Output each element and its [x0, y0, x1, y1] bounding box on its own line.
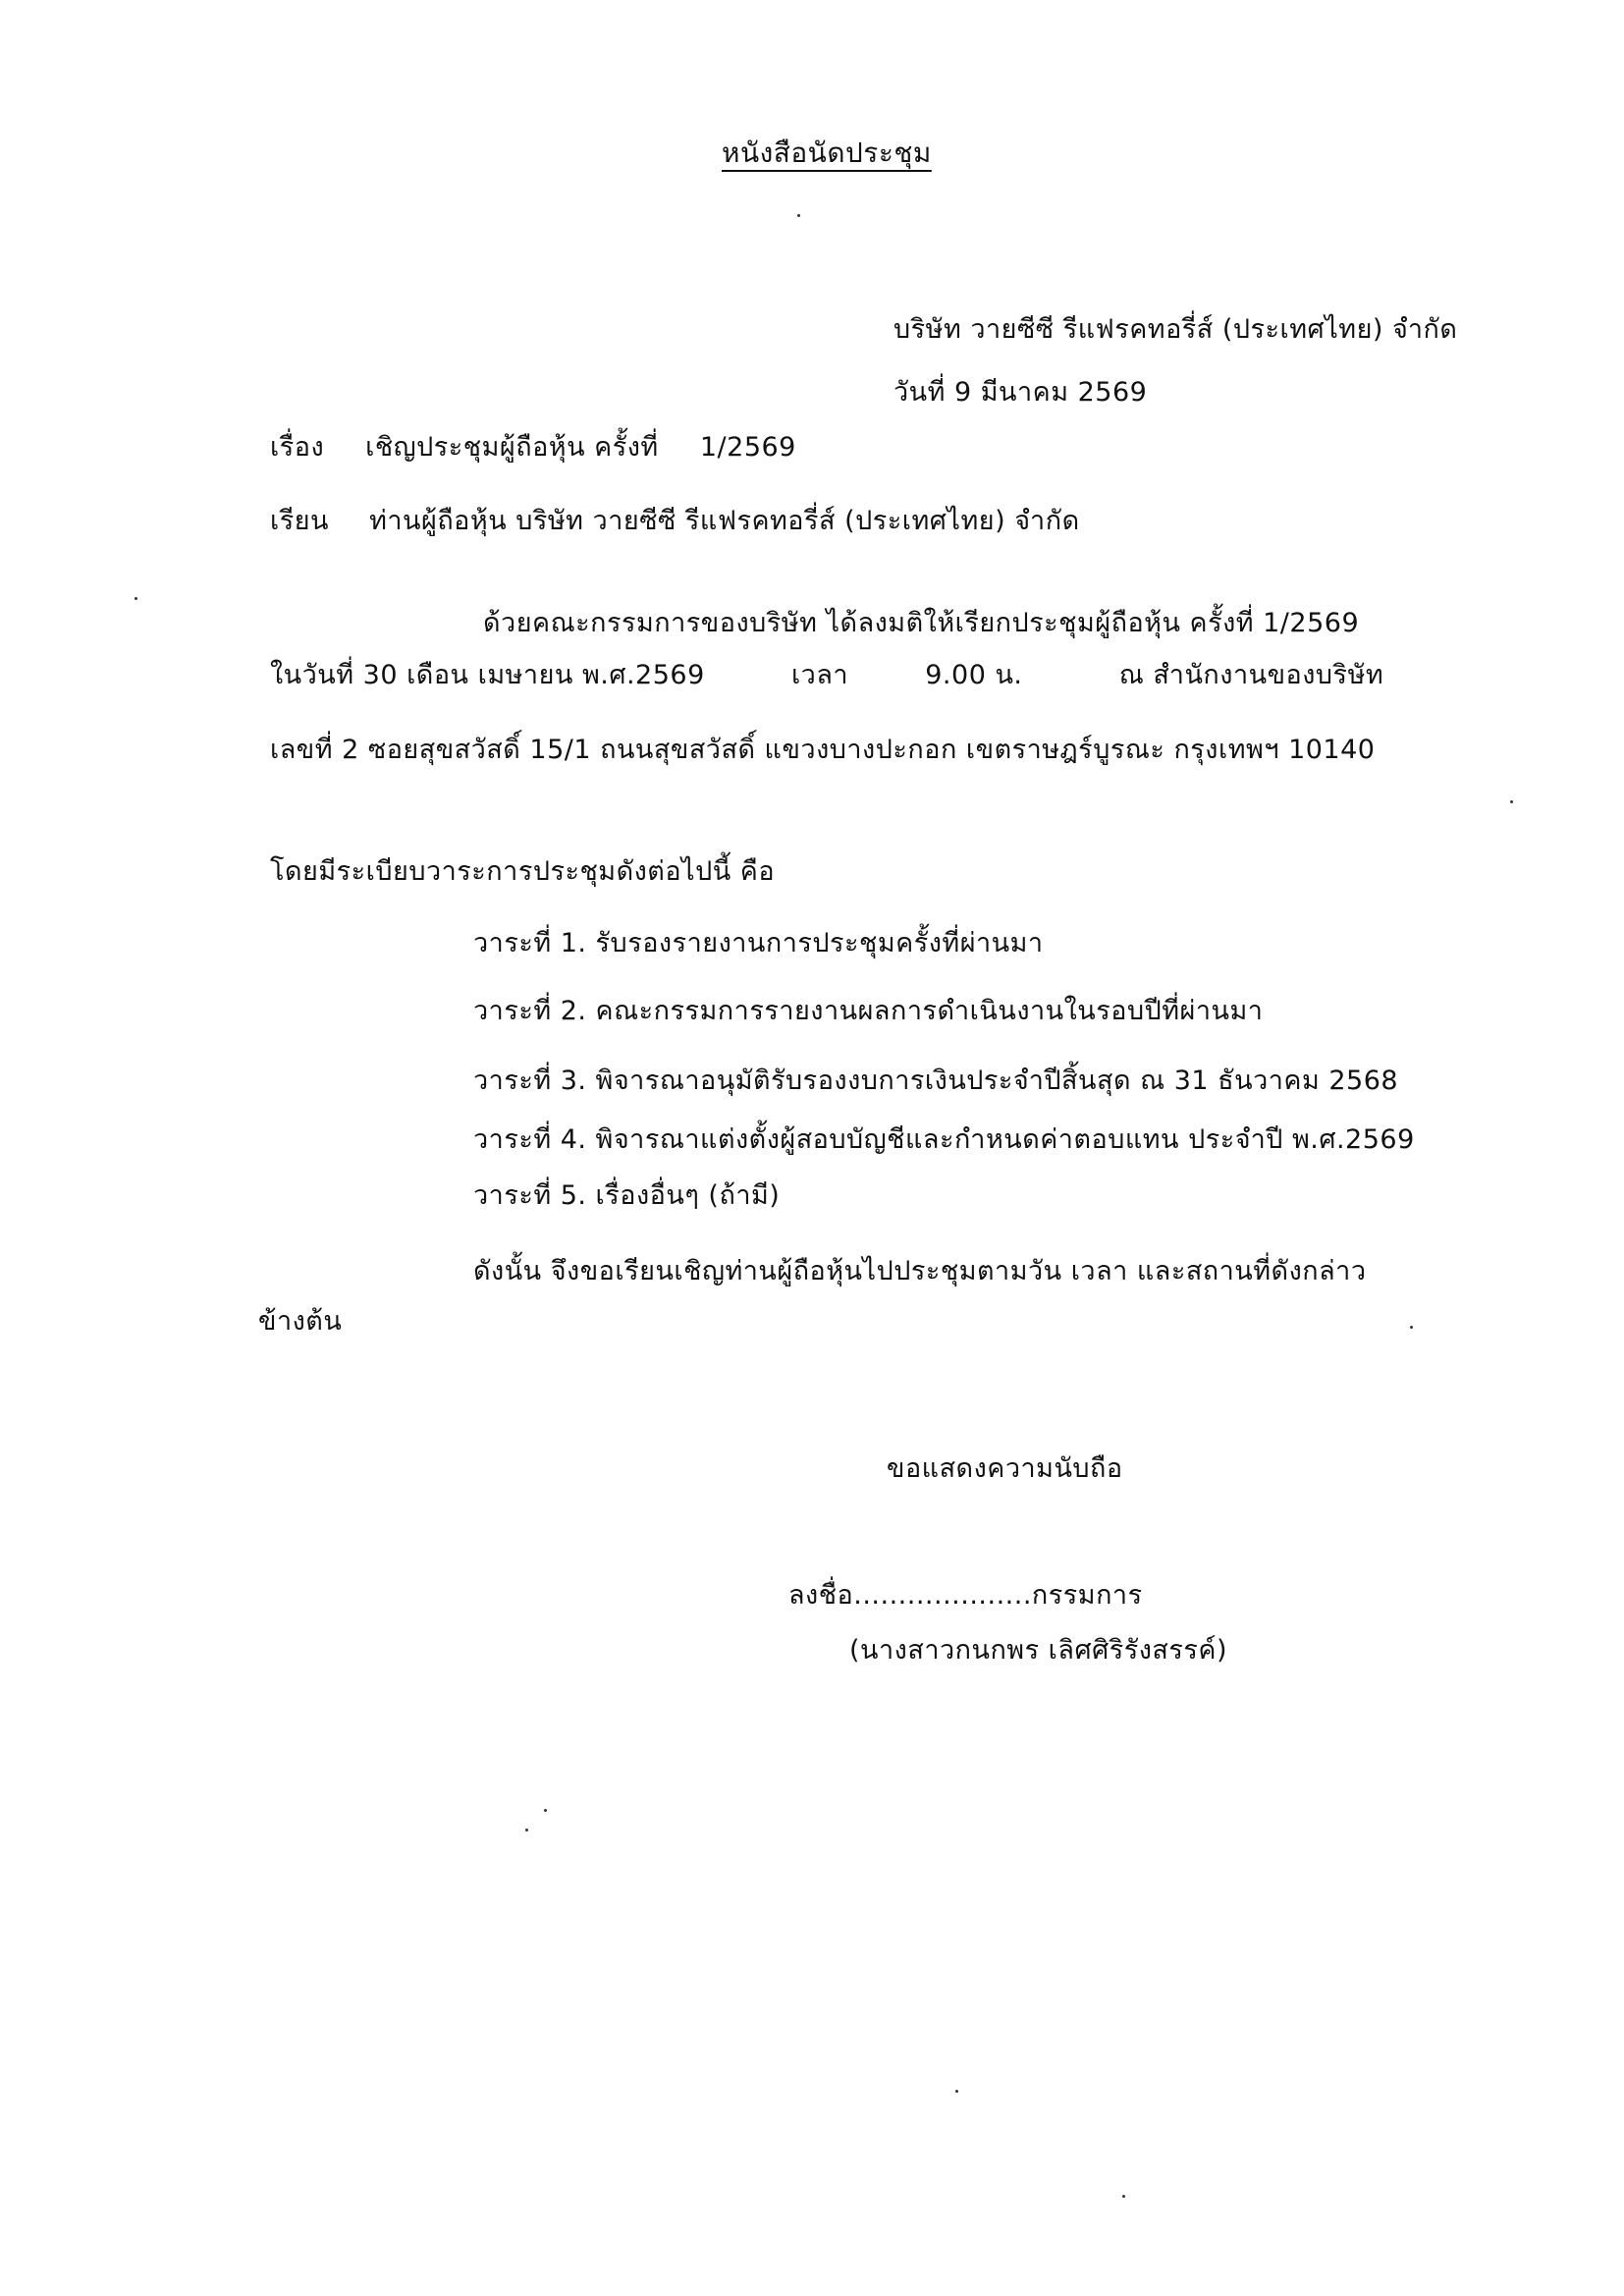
body-line-1: ด้วยคณะกรรมการของบริษัท ได้ลงมติให้เรียกประชุมผู้ถือหุ้น ครั้งที่ 1/2569	[483, 608, 1360, 638]
scan-speck	[544, 1809, 547, 1812]
scan-speck	[1510, 800, 1513, 803]
agenda-item-2: วาระที่ 2. คณะกรรมการรายงานผลการดำเนินงานในรอบปีที่ผ่านมา	[473, 996, 1264, 1026]
scan-speck	[955, 2090, 958, 2093]
subject-label: เรื่อง	[270, 432, 325, 463]
regards: ขอแสดงความนับถือ	[887, 1453, 1123, 1484]
agenda-item-4: วาระที่ 4. พิจารณาแต่งตั้งผู้สอบบัญชีและกำหนดค่าตอบแทน ประจำปี พ.ศ.2569	[473, 1124, 1415, 1155]
body-line-2	[270, 658, 1383, 693]
closing-line-1: ดังนั้น จึงขอเรียนเชิญท่านผู้ถือหุ้นไปประชุมตามวัน เวลา และสถานที่ดังกล่าว	[473, 1256, 1367, 1286]
signature-line: ลงชื่อ....................กรรมการ	[788, 1580, 1143, 1611]
body-line-3: เลขที่ 2 ซอยสุขสวัสดิ์ 15/1 ถนนสุขสวัสดิ์ แขวงบางปะกอก เขตราษฎร์บูรณะ กรุงเทพฯ 10140	[270, 735, 1376, 765]
scan-speck	[1122, 2195, 1125, 2198]
meeting-venue: ณ สำนักงานของบริษัท	[1118, 660, 1384, 690]
date-line: วันที่ 9 มีนาคม 2569	[893, 377, 1148, 408]
scan-speck	[797, 214, 800, 217]
agenda-item-5: วาระที่ 5. เรื่องอื่นๆ (ถ้ามี)	[473, 1180, 781, 1211]
to-line	[270, 504, 1080, 539]
to-text: ท่านผู้ถือหุ้น บริษัท วายซีซี รีแฟรคทอรี่ส์ (ประเทศไทย) จำกัด	[369, 506, 1080, 536]
agenda-item-3: วาระที่ 3. พิจารณาอนุมัติรับรองงบการเงินประจำปีสิ้นสุด ณ 31 ธันวาคม 2568	[473, 1066, 1399, 1096]
signer-name: (นางสาวกนกพร เลิศศิริรังสรรค์)	[849, 1635, 1227, 1666]
scan-speck	[135, 597, 137, 600]
to-label: เรียน	[270, 506, 330, 536]
scan-speck	[525, 1829, 528, 1831]
company-line: บริษัท วายซีซี รีแฟรคทอรี่ส์ (ประเทศไทย) จำกัด	[893, 314, 1458, 345]
closing-line-2: ข้างต้น	[258, 1306, 343, 1337]
meeting-time: 9.00 น.	[925, 660, 1023, 690]
agenda-item-1: วาระที่ 1. รับรองรายงานการประชุมครั้งที่ผ่านมา	[473, 928, 1044, 958]
subject-line	[270, 430, 796, 465]
meeting-time-label: เวลา	[790, 660, 849, 690]
scan-speck	[1410, 1326, 1413, 1329]
subject-text: เชิญประชุมผู้ถือหุ้น ครั้งที่	[365, 432, 659, 463]
letter-title: หนังสือนัดประชุม	[722, 137, 932, 169]
meeting-date: ในวันที่ 30 เดือน เมษายน พ.ศ.2569	[270, 660, 705, 690]
subject-number: 1/2569	[699, 432, 796, 463]
agenda-intro: โดยมีระเบียบวาระการประชุมดังต่อไปนี้ คือ	[270, 856, 776, 887]
